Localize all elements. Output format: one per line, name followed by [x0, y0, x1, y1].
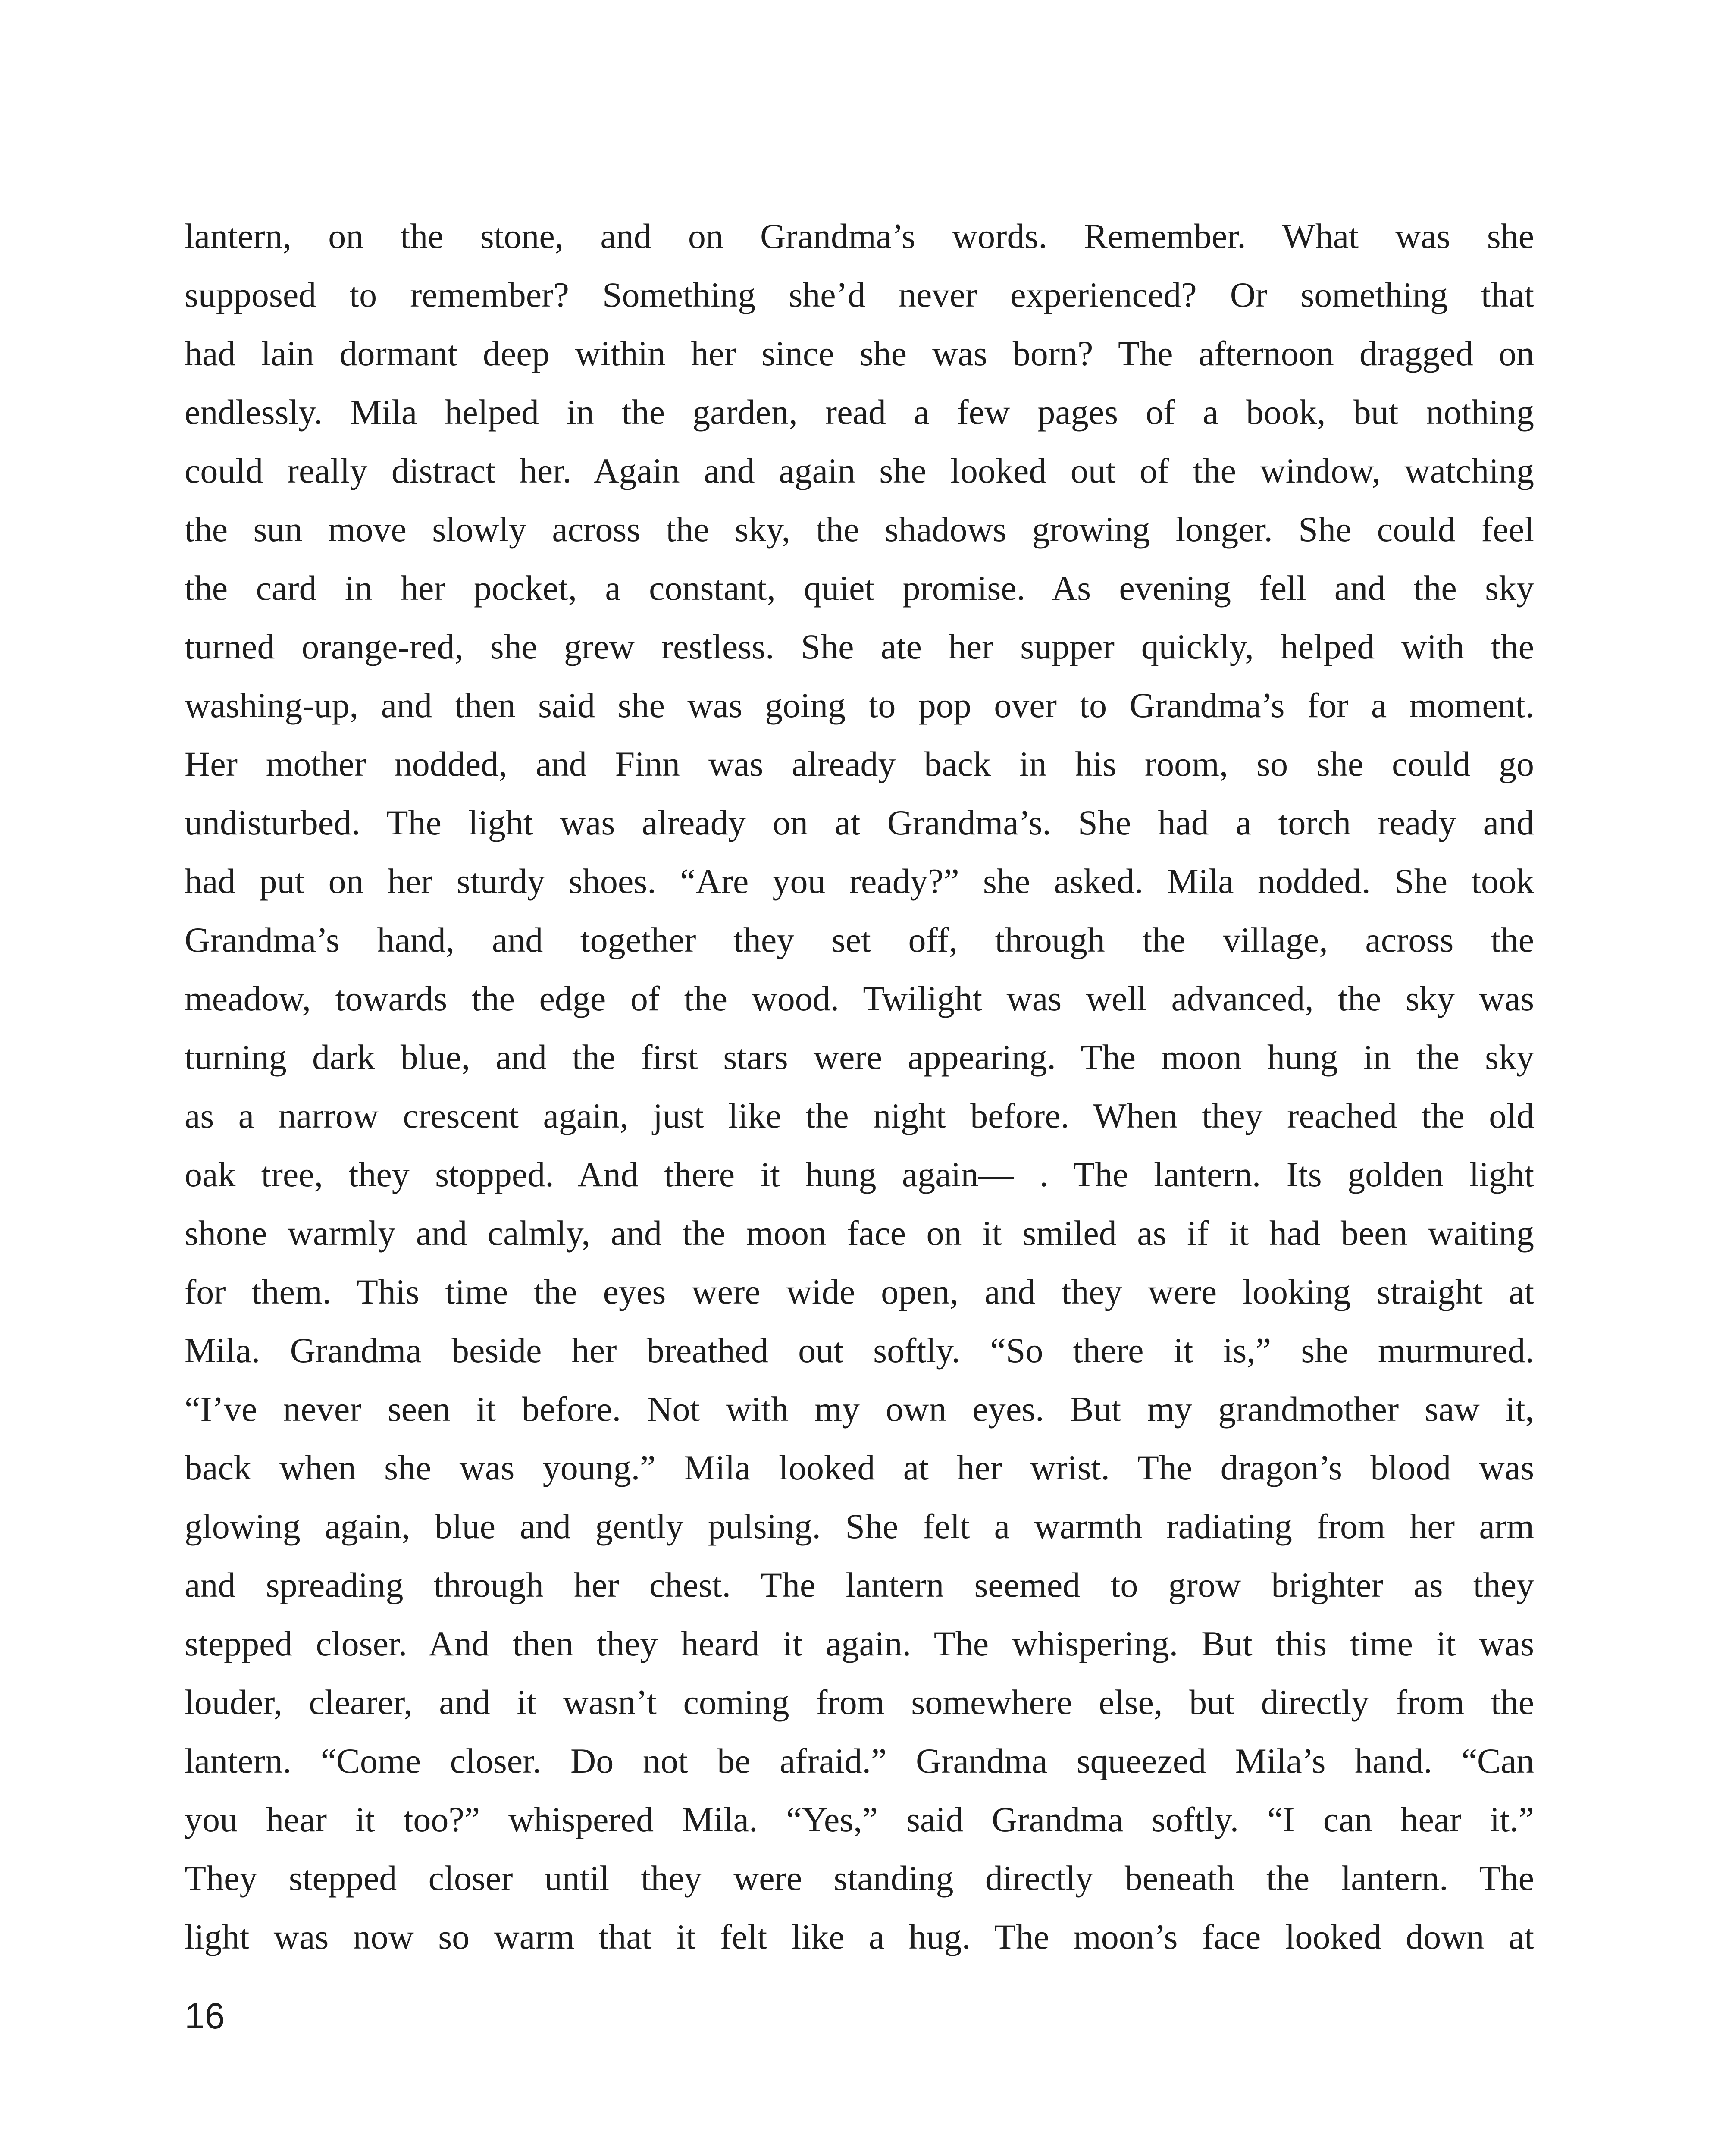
text-line: Her mother nodded, and Finn was already back in his room, so she could go	[185, 744, 1534, 783]
text-line: for them. This time the eyes were wide open, and they were looking straight at	[185, 1272, 1534, 1311]
text-line: “I’ve never seen it before. Not with my own eyes. But my grandmother saw it,	[185, 1389, 1534, 1429]
body-text	[185, 207, 1534, 1966]
text-line: Mila. Grandma beside her breathed out softly. “So there it is,” she murmured.	[185, 1331, 1534, 1370]
text-line: They stepped closer until they were standing directly beneath the lantern. The	[185, 1858, 1534, 1898]
text-line: and spreading through her chest. The lantern seemed to grow brighter as they	[185, 1565, 1534, 1604]
text-line: had put on her sturdy shoes. “Are you ready?” she asked. Mila nodded. She took	[185, 862, 1534, 901]
text-line: washing-up, and then said she was going to pop over to Grandma’s for a moment.	[185, 686, 1534, 725]
text-line: as a narrow crescent again, just like the night before. When they reached the old	[185, 1096, 1534, 1135]
text-line: turning dark blue, and the first stars were appearing. The moon hung in the sky	[185, 1037, 1534, 1077]
text-line: the card in her pocket, a constant, quiet promise. As evening fell and the sky	[185, 568, 1534, 608]
text-line: supposed to remember? Something she’d never experienced? Or something that	[185, 275, 1534, 314]
text-line: oak tree, they stopped. And there it hung again— . The lantern. Its golden light	[185, 1155, 1534, 1194]
text-line: light was now so warm that it felt like a hug. The moon’s face looked down at	[185, 1917, 1534, 1956]
text-line: could really distract her. Again and again she looked out of the window, watching	[185, 451, 1534, 490]
page-number: 16	[185, 1996, 225, 2036]
text-line: lantern, on the stone, and on Grandma’s words. Remember. What was she	[185, 216, 1534, 256]
text-line: Grandma’s hand, and together they set off, through the village, across the	[185, 920, 1534, 959]
text-line: you hear it too?” whispered Mila. “Yes,” said Grandma softly. “I can hear it.”	[185, 1800, 1534, 1839]
text-line: turned orange-red, she grew restless. She ate her supper quickly, helped with the	[185, 627, 1534, 666]
text-line: lantern. “Come closer. Do not be afraid.” Grandma squeezed Mila’s hand. “Can	[185, 1741, 1534, 1780]
text-line: the sun move slowly across the sky, the shadows growing longer. She could feel	[185, 510, 1534, 549]
text-line: back when she was young.” Mila looked at her wrist. The dragon’s blood was	[185, 1448, 1534, 1487]
text-line: endlessly. Mila helped in the garden, read a few pages of a book, but nothing	[185, 392, 1534, 432]
text-line: louder, clearer, and it wasn’t coming from somewhere else, but directly from the	[185, 1683, 1534, 1722]
text-line: undisturbed. The light was already on at Grandma’s. She had a torch ready and	[185, 803, 1534, 842]
text-line: stepped closer. And then they heard it again. The whispering. But this time it was	[185, 1624, 1534, 1663]
text-line: shone warmly and calmly, and the moon face on it smiled as if it had been waiting	[185, 1213, 1534, 1253]
text-line: glowing again, blue and gently pulsing. She felt a warmth radiating from her arm	[185, 1507, 1534, 1546]
text-line: had lain dormant deep within her since she was born? The afternoon dragged on	[185, 334, 1534, 373]
text-line: meadow, towards the edge of the wood. Twilight was well advanced, the sky was	[185, 979, 1534, 1018]
